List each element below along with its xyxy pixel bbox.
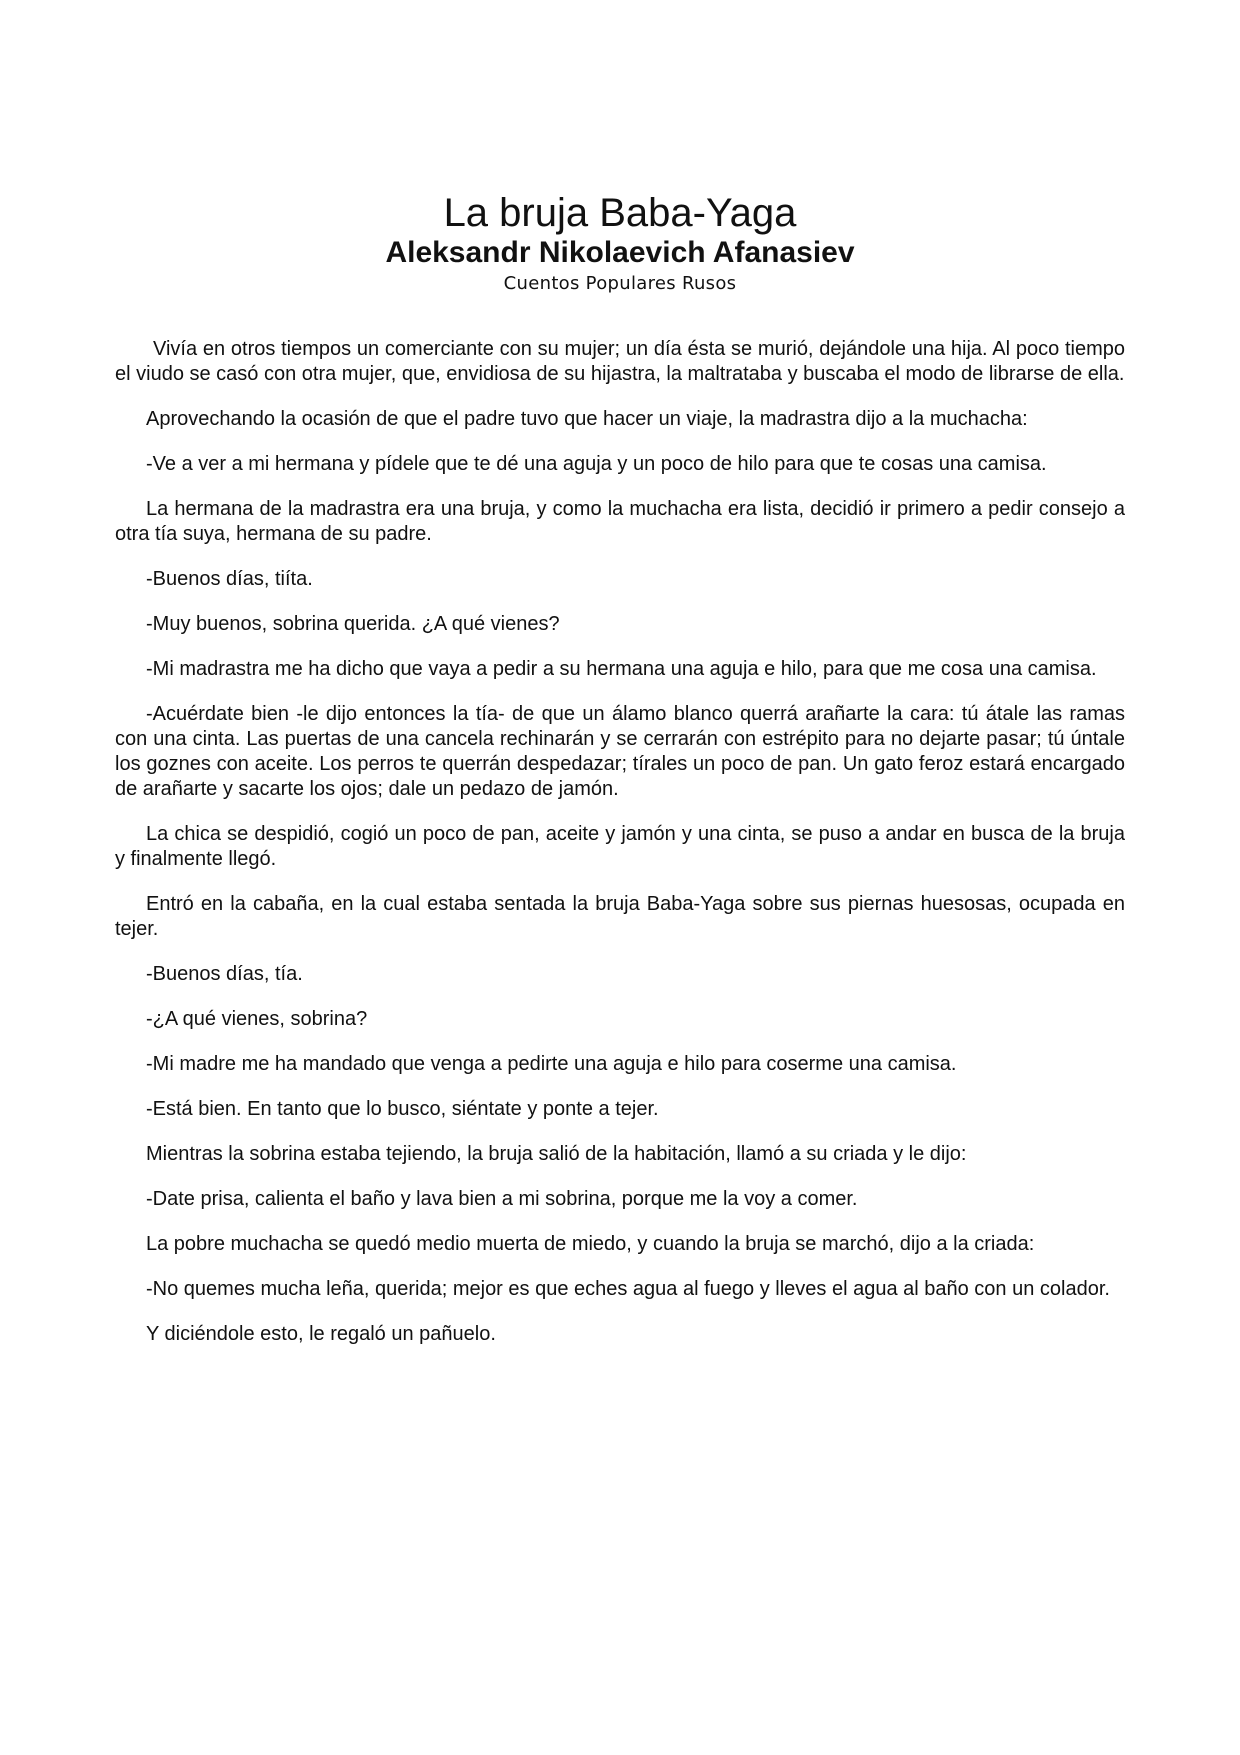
paragraph: -Mi madre me ha mandado que venga a pedirte una aguja e hilo para coserme una camisa.	[146, 1053, 957, 1075]
story-body	[115, 337, 1125, 1367]
paragraph: -Mi madrastra me ha dicho que vaya a pedir a su hermana una aguja e hilo, para que me cosa una camisa.	[146, 658, 1097, 680]
paragraph: -Acuérdate bien -le dijo entonces la tía- de que un álamo blanco querrá arañarte la cara: tú átale las ramas con una cinta. Las puertas de una cancela rechinarán y se cerrarán con estrépito para no dejarte pasar; tú úntale los goznes con aceite. Los perros te querrán despedazar; tírales un poco de pan. Un gato feroz estará encargado de arañarte y sacarte los ojos; dale un pedazo de jamón.	[115, 703, 1125, 800]
paragraph: Vivía en otros tiempos un comerciante con su mujer; un día ésta se murió, dejándole una hija. Al poco tiempo el viudo se casó con otra mujer, que, envidiosa de su hijastra, la maltrataba y buscaba el modo de librarse de ella.	[115, 338, 1125, 385]
document-header	[0, 190, 1240, 296]
paragraph: -Muy buenos, sobrina querida. ¿A qué vienes?	[146, 613, 560, 635]
collection-name: Cuentos Populares Rusos	[503, 273, 737, 294]
paragraph: -Ve a ver a mi hermana y pídele que te dé una aguja y un poco de hilo para que te cosas una camisa.	[146, 453, 1047, 475]
paragraph: -Está bien. En tanto que lo busco, siéntate y ponte a tejer.	[146, 1098, 659, 1120]
paragraph: Mientras la sobrina estaba tejiendo, la bruja salió de la habitación, llamó a su criada y le dijo:	[146, 1143, 967, 1165]
paragraph: -No quemes mucha leña, querida; mejor es que eches agua al fuego y lleves el agua al baño con un colador.	[146, 1278, 1110, 1300]
paragraph: -¿A qué vienes, sobrina?	[146, 1008, 368, 1030]
paragraph: -Buenos días, tía.	[146, 963, 303, 985]
paragraph: La pobre muchacha se quedó medio muerta de miedo, y cuando la bruja se marchó, dijo a la criada:	[146, 1233, 1035, 1255]
author-name: Aleksandr Nikolaevich Afanasiev	[385, 236, 855, 269]
document-title: La bruja Baba-Yaga	[443, 191, 797, 235]
paragraph: -Buenos días, tiíta.	[146, 568, 313, 590]
paragraph: La hermana de la madrastra era una bruja, y como la muchacha era lista, decidió ir primero a pedir consejo a otra tía suya, hermana de su padre.	[115, 498, 1125, 545]
paragraph: La chica se despidió, cogió un poco de pan, aceite y jamón y una cinta, se puso a andar en busca de la bruja y finalmente llegó.	[115, 823, 1125, 870]
paragraph: -Date prisa, calienta el baño y lava bien a mi sobrina, porque me la voy a comer.	[146, 1188, 858, 1210]
paragraph: Aprovechando la ocasión de que el padre tuvo que hacer un viaje, la madrastra dijo a la muchacha:	[146, 408, 1028, 430]
paragraph: Entró en la cabaña, en la cual estaba sentada la bruja Baba-Yaga sobre sus piernas huesosas, ocupada en tejer.	[115, 893, 1125, 940]
paragraph: Y diciéndole esto, le regaló un pañuelo.	[146, 1323, 496, 1345]
